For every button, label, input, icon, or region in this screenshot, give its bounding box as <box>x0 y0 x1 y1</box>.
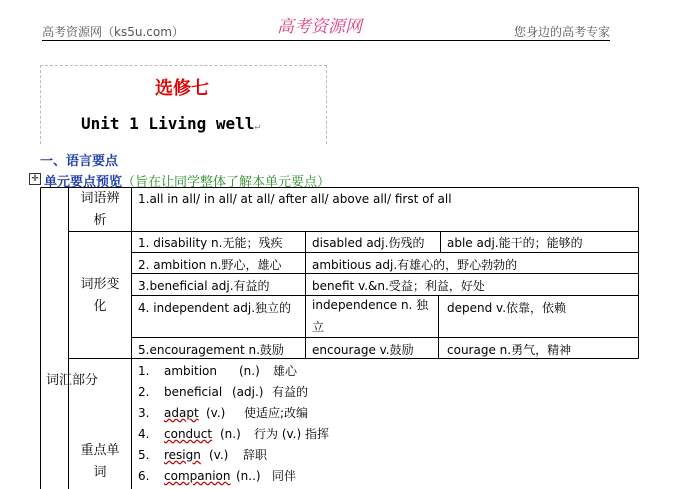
form-cell-4-3: depend v.依靠，依赖 <box>447 301 567 315</box>
section-heading-1: 一、语言要点 <box>40 154 119 169</box>
word-item: 1. ambition (n.) 雄心 <box>138 364 298 378</box>
word-item: 6. companion (n..) 同伴 <box>138 469 297 483</box>
discrimination-text: 1.all in all/ in all/ at all/ after all/ above all/ first of all <box>138 192 452 206</box>
word-item: 2. beneficial (adj.) 有益的 <box>138 385 309 399</box>
table-move-handle-icon[interactable]: ✛ <box>29 173 41 185</box>
label-key-words: 重点单词 <box>80 443 120 480</box>
form-cell-2-2: ambitious adj.有雄心的，野心勃勃的 <box>312 258 518 272</box>
word-item: 3. adapt (v.) 使适应;改编 <box>138 406 309 420</box>
section-heading-2-bold: 单元要点预览 <box>44 175 123 190</box>
side-label-vocabulary: 词汇部分 <box>46 373 99 388</box>
header-left-text: 高考资源网（ks5u.com） <box>42 25 184 39</box>
form-cell-3-2: benefit v.&n.受益；利益，好处 <box>312 279 485 293</box>
label-word-discrimination: 词语辨析 <box>80 191 120 228</box>
form-cell-1-1: 1. disability n.无能；残疾 <box>138 236 283 250</box>
form-cell-5-1: 5.encouragement n.鼓励 <box>138 343 284 357</box>
unit-title: Unit 1 Living well↵ <box>81 114 261 133</box>
word-item: 5. resign (v.) 辞职 <box>138 448 268 462</box>
header-right-text: 您身边的高考专家 <box>513 25 610 39</box>
label-word-forms: 词形变化 <box>80 277 120 314</box>
word-item: 4. conduct (n.) 行为 (v.) 指挥 <box>138 427 329 441</box>
form-cell-5-2: encourage v.鼓励 <box>312 343 414 357</box>
form-cell-4-2: independence n. 独立 <box>312 298 429 334</box>
document-title: 选修七 <box>155 78 209 99</box>
form-cell-2-1: 2. ambition n.野心，雄心 <box>138 258 282 272</box>
form-cell-1-3: able adj.能干的；能够的 <box>447 236 583 250</box>
form-cell-4-1: 4. independent adj.独立的 <box>138 301 292 315</box>
form-cell-5-3: courage n.勇气，精神 <box>447 343 572 357</box>
form-cell-3-1: 3.beneficial adj.有益的 <box>138 279 270 293</box>
header-logo: 高考资源网 <box>277 17 362 37</box>
section-heading-2-note: （旨在让同学整体了解本单元要点） <box>122 175 331 190</box>
form-cell-1-2: disabled adj.伤残的 <box>312 236 425 250</box>
